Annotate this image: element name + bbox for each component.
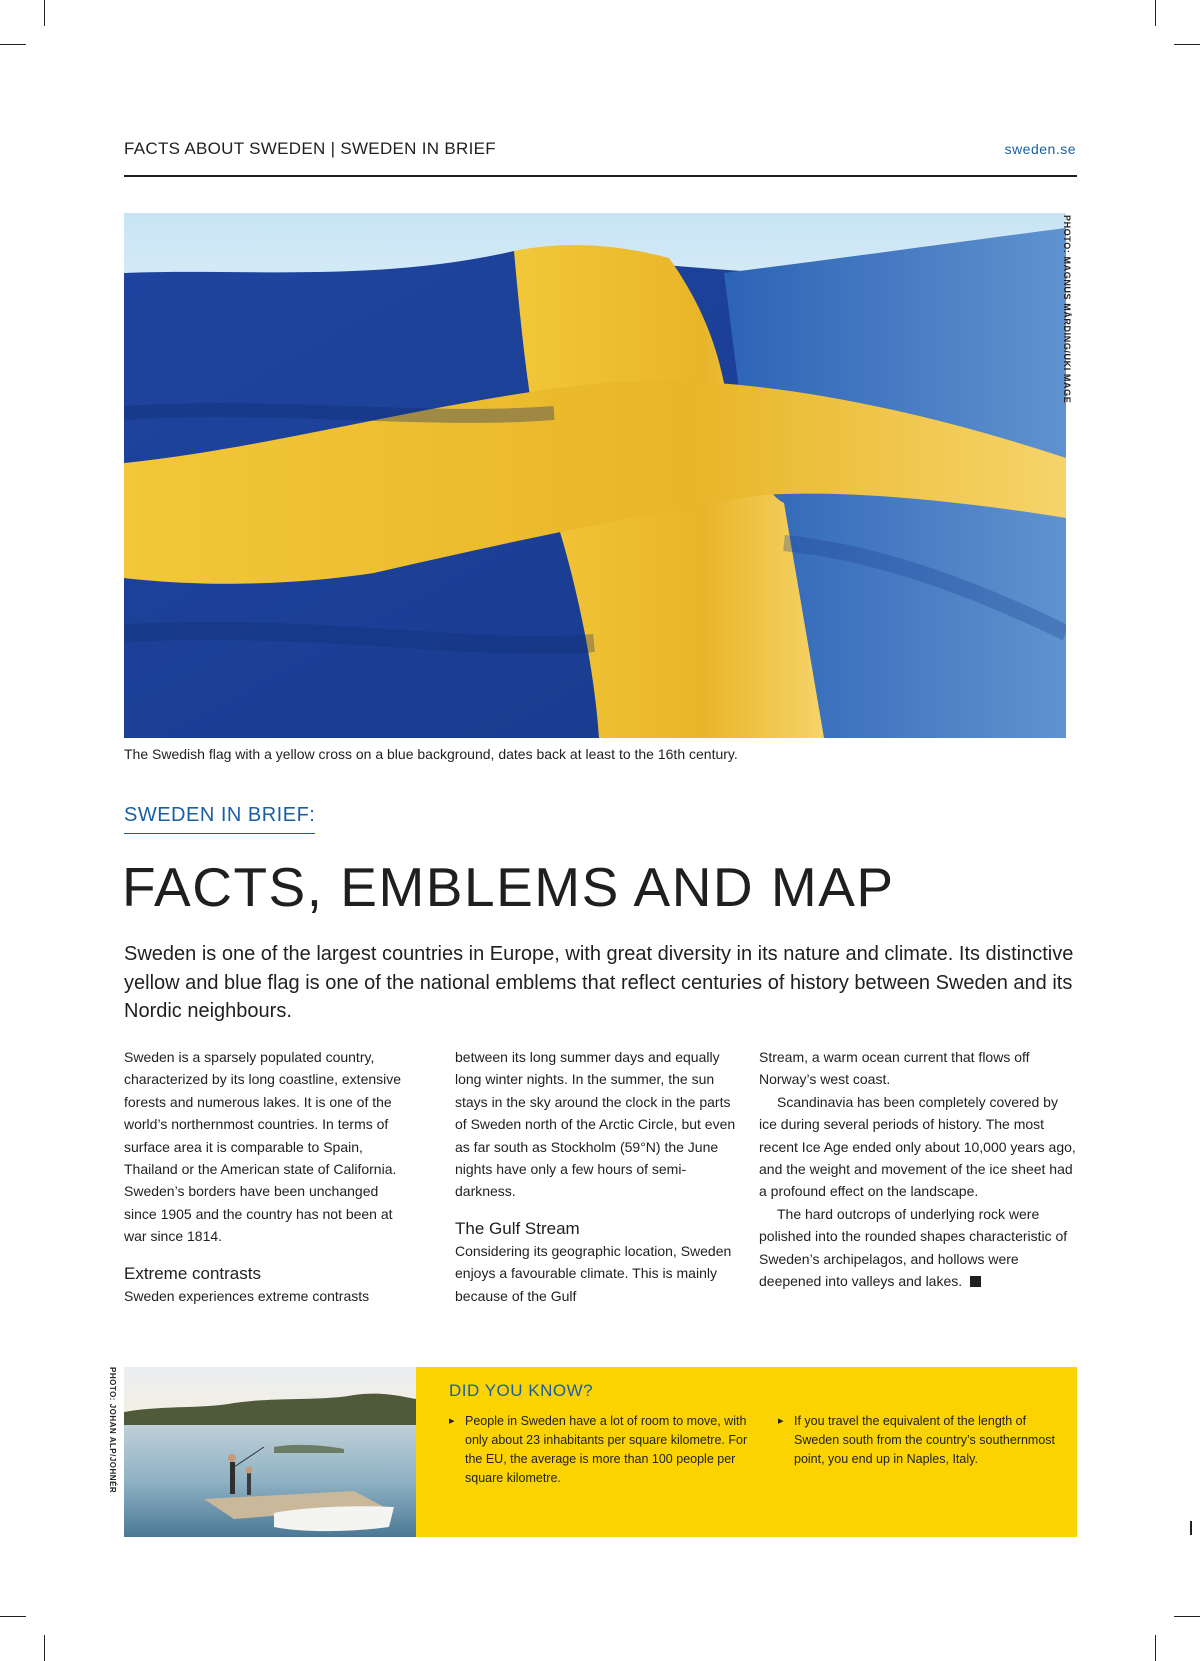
body-column-1	[124, 1046, 414, 1307]
crop-mark	[44, 1635, 45, 1661]
body-paragraph: between its long summer days and equally long winter nights. In the summer, the sun stays in the sky around the clock in the parts of Sweden north of the Arctic Circle, but even as far south as Stockholm (59°N) the June nights have only a few hours of semi-darkness.	[455, 1049, 736, 1200]
body-column-2	[455, 1046, 745, 1307]
body-paragraph: Considering its geographic location, Sweden enjoys a favourable climate. This is mainly because of the Gulf	[455, 1242, 732, 1304]
body-paragraph: Sweden is a sparsely populated country, characterized by its long coastline, extensive forests and numerous lakes. It is one of the world’s northernmost countries. In terms of surface area it is comparable to Spain, Thailand or the American state of California. Sweden’s borders have been unchanged since 1905 and the country has not been at war since 1814.	[124, 1049, 402, 1245]
crop-mark	[0, 44, 26, 45]
crop-mark	[44, 0, 45, 26]
fact-item: ▸ If you travel the equivalent of the length of Sweden south from the country’s southernmost point, you end up in Naples, Italy.	[778, 1412, 1068, 1469]
section-header: FACTS ABOUT SWEDEN | SWEDEN IN BRIEF	[124, 139, 496, 158]
crop-mark	[1155, 0, 1156, 26]
photo-credit: PHOTO: JOHAN ALP/JOHNÉR	[108, 1367, 117, 1494]
crop-mark	[1174, 1616, 1200, 1617]
did-you-know-box	[416, 1367, 1077, 1537]
body-paragraph-text: The hard outcrops of underlying rock were polished into the rounded shapes characteristic of Sweden’s archipelagos, and hollows were deepened into valleys and lakes.	[759, 1205, 1068, 1290]
did-you-know-column-2	[778, 1412, 1068, 1469]
photo-caption: The Swedish flag with a yellow cross on a blue background, dates back at least to the 16th century.	[124, 746, 738, 762]
body-column-3	[759, 1046, 1079, 1292]
body-paragraph-last	[759, 1203, 1079, 1293]
photo-credit: PHOTO: MAGNUS MÅRDING/UKI MAGE	[1062, 215, 1072, 404]
archipelago-photo	[124, 1367, 416, 1537]
page-title: FACTS, EMBLEMS AND MAP	[122, 856, 895, 918]
site-link[interactable]: sweden.se	[1004, 141, 1076, 157]
lead-paragraph: Sweden is one of the largest countries in Europe, with great diversity in its nature and climate. Its distinctive yellow and blue flag is one of the national emblems that reflect centuries of history between Sweden and its Nordic neighbours.	[124, 943, 1074, 1022]
subheading-extreme-contrasts: Extreme contrasts	[124, 1263, 261, 1283]
subheading-gulf-stream: The Gulf Stream	[455, 1218, 580, 1238]
body-paragraph: Scandinavia has been completely covered by ice during several periods of history. The most recent Ice Age ended only about 10,000 years ago, and the weight and movement of the ice sheet had a profound effect on the landscape.	[759, 1093, 1076, 1200]
fact-item: ▸ People in Sweden have a lot of room to move, with only about 23 inhabitants per square kilometre. For the EU, the average is more than 100 people per square kilometre.	[449, 1412, 749, 1488]
section-kicker: SWEDEN IN BRIEF:	[124, 804, 315, 834]
did-you-know-column-1	[449, 1412, 749, 1488]
header-rule	[124, 175, 1077, 177]
crop-mark	[1174, 44, 1200, 45]
body-paragraph: Stream, a warm ocean current that flows off Norway’s west coast.	[759, 1049, 1030, 1088]
page-edge-mark	[1190, 1521, 1192, 1535]
crop-mark	[1155, 1635, 1156, 1661]
flag-photo	[124, 213, 1066, 738]
did-you-know-title: DID YOU KNOW?	[449, 1381, 594, 1400]
crop-mark	[0, 1616, 26, 1617]
end-mark-icon	[970, 1276, 981, 1287]
body-paragraph: Sweden experiences extreme contrasts	[124, 1287, 370, 1304]
